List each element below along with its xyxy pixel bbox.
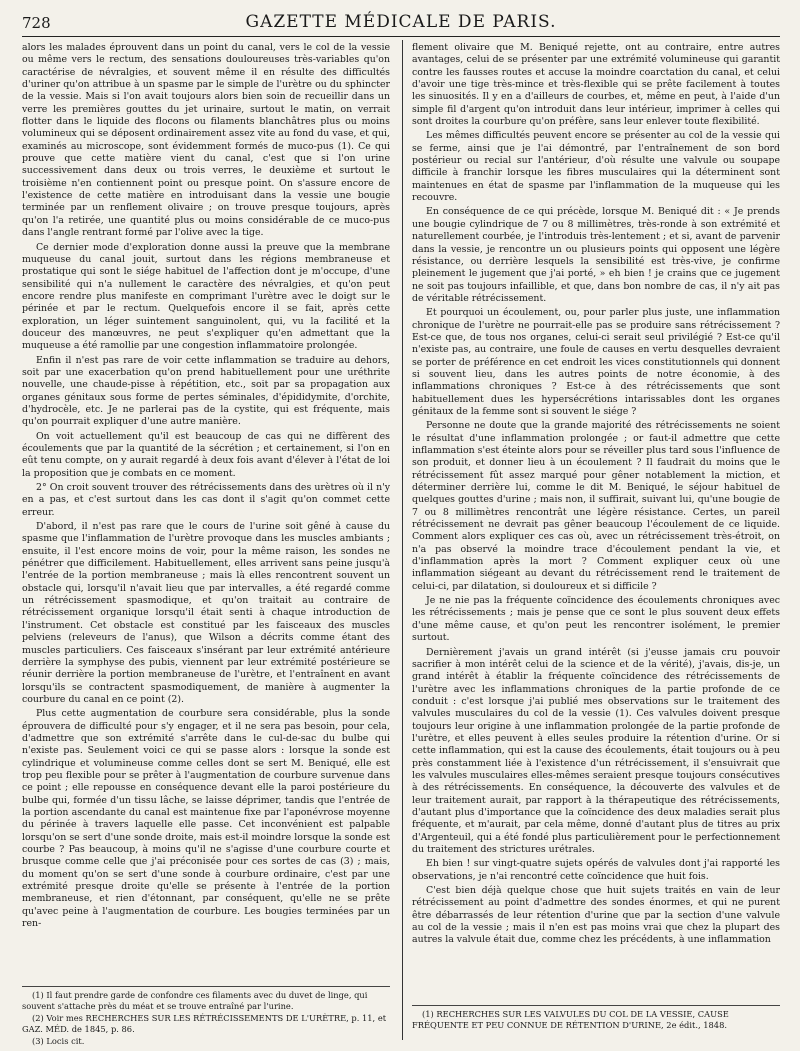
paragraph: flement olivaire que M. Beniqué rejette, ont au contraire, entre autres avantages, celui de se présenter par une extrémité volumineuse qui garantit contre les fausses routes et accuse la moindre coarctation du canal, et celui d'avoir une tige très-mince et très-flexible qui se prête facilement à toutes les sinuosités. Il y en a d'ailleurs de courbes, et, même en peut, à l'aide d'un simple fil d'argent qu'on introduit dans leur intérieur, imprimer à celles qui sont droites la courbure qu'on préfère, sans leur enlever toute flexibilité. bbox=[412, 42, 780, 128]
page-header bbox=[22, 12, 780, 34]
paragraph: alors les malades éprouvent dans un point du canal, vers le col de la vessie ou même vers le rectum, des sensations douloureuses très-variables qu'on caractérise de névralgies, et souvent même il en résulte des difficultés d'uriner qu'on attribue à un spasme par le simple de l'urètre ou du sphincter de la vessie. Mais si l'on avait toujours alors bien soin de recueillir dans un verre les premières gouttes du jet urinaire, surtout le matin, on verrait flotter dans le liquide des flocons ou filaments blanchâtres plus ou moins volumineux qui se déposent ordinairement assez vite au fond du vase, et qui, examinés au microscope, sont évidemment formés de muco-pus (1). Ce qui prouve que cette matière vient du canal, c'est que si l'on urine successivement dans deux ou trois verres, le deuxième et surtout le troisième n'en contiennent point ou presque point. On s'assure encore de l'existence de cette matière en introduisant dans la vessie une bougie terminée par un renflement olivaire ; on trouve presque toujours, après qu'on l'a retirée, une quantité plus ou moins considérable de ce muco-pus dans l'angle rentrant formé par l'olive avec la tige. bbox=[22, 42, 390, 239]
paragraph: En conséquence de ce qui précède, lorsque M. Beniqué dit : « Je prends une bougie cylindrique de 7 ou 8 millimètres, très-ronde à son extrémité et naturellement courbée, je l'introduis très-lentement ; et si, avant de parvenir dans la vessie, je rencontre un ou plusieurs points qui opposent une légère résistance, ou derrière lesquels la sensibilité est très-vive, je confirme pleinement le jugement que j'ai porté, » eh bien ! je crains que ce jugement ne soit pas toujours infaillible, et que, dans bon nombre de cas, il n'y ait pas de véritable rétrécissement. bbox=[412, 206, 780, 304]
paragraph: Plus cette augmentation de courbure sera considérable, plus la sonde éprouvera de difficulté pour s'y engager, et il ne sera pas besoin, pour cela, d'admettre que son extrémité s'arrête dans le cul-de-sac du bulbe qui n'existe pas. Seulement voici ce qui se passe alors : lorsque la sonde est cylindrique et volumineuse comme celles dont se sert M. Beniqué, elle est trop peu flexible pour se prêter à l'augmentation de courbure survenue dans ce point ; elle repousse en conséquence devant elle la paroi postérieure du bulbe qui, formée d'un tissu lâche, se laisse déprimer, tandis que l'entrée de la portion ascendante du canal est maintenue fixe par l'aponévrose moyenne du périnée à travers laquelle elle passe. Cet inconvénient est palpable lorsqu'on se sert d'une sonde droite, mais est-il moindre lorsque la sonde est courbe ? Pas beaucoup, à moins qu'il ne s'agisse d'une courbure courte et brusque comme celle que j'ai préconisée pour ces sortes de cas (3) ; mais, du moment qu'on se sert d'une sonde à courbure ordinaire, c'est par une extrémité presque droite qu'elle se présente à l'entrée de la portion membraneuse, et rien d'étonnant, par conséquent, qu'elle ne se prête qu'avec peine à l'augmentation de courbure. Les bougies terminées par un ren- bbox=[22, 708, 390, 930]
paragraph: Eh bien ! sur vingt-quatre sujets opérés de valvules dont j'ai rapporté les observations, je n'ai rencontré cette coïncidence que huit fois. bbox=[412, 858, 780, 882]
footnote: (3) Locis cit. bbox=[32, 1036, 85, 1046]
paragraph: Enfin il n'est pas rare de voir cette inflammation se traduire au dehors, soit par une exacerbation qu'on prend habituellement pour une uréthrite nouvelle, une chaude-pisse à répétition, etc., soit par sa propagation aux organes génitaux sous forme de pertes séminales, d'épididymite, d'orchite, d'hydrocèle, etc. Je ne parlerai pas de la cystite, qui est fréquente, mais qu'on pourrait expliquer d'une autre manière. bbox=[22, 354, 390, 428]
paragraph: 2° On croit souvent trouver des rétrécissements dans des urètres où il n'y en a pas, et c'est surtout dans les cas dont il s'agit qu'on commet cette erreur. bbox=[22, 482, 390, 518]
left-column bbox=[22, 42, 390, 932]
right-footnotes bbox=[412, 1005, 780, 1032]
right-column bbox=[412, 42, 780, 949]
left-footnotes bbox=[22, 986, 390, 1048]
page-number: 728 bbox=[22, 14, 51, 32]
paragraph: Et pourquoi un écoulement, ou, pour parler plus juste, une inflammation chronique de l'urètre ne pourrait-elle pas se produire sans rétrécissement ? Est-ce que, de tous nos organes, celui-ci serait seul privilégié ? Est-ce qu'il n'existe pas, au contraire, une foule de causes en vertu desquelles devraient se porter de préférence en cet endroit les vices constitutionnels qui donnent si souvent lieu, dans les autres points de notre économie, à des inflammations chroniques ? Est-ce à des rétrécissements que sont habituellement dues les hypersécrétions intarissables dont les organes génitaux de la femme sont si souvent le siége ? bbox=[412, 307, 780, 417]
journal-title: GAZETTE MÉDICALE DE PARIS. bbox=[245, 12, 557, 32]
paragraph: D'abord, il n'est pas rare que le cours de l'urine soit gêné à cause du spasme que l'inflammation de l'urètre provoque dans les muscles ambiants ; ensuite, il l'est encore moins de voir, pour la même raison, les sondes ne pénétrer que difficilement. Habituellement, elles arrivent sans peine jusqu'à l'entrée de la portion membraneuse ; mais là elles rencontrent souvent un obstacle qui, lorsqu'il n'avait lieu que par intervalles, a été regardé comme un rétrécissement spasmodique, et qu'on traitait au contraire de rétrécissement organique lorsqu'il était senti à chaque introduction de l'instrument. Cet obstacle est constitué par les faisceaux des muscles pelviens (releveurs de l'anus), que Wilson a décrits comme étant des muscles particuliers. Ces faisceaux s'insérant par leur extrémité antérieure derrière la symphyse des pubis, viennent par leur extrémité postérieure se réunir derrière la portion membraneuse de l'urètre, et l'entraînent en avant lorsqu'ils se contractent spasmodiquement, de manière à augmenter la courbure du canal en ce point (2). bbox=[22, 521, 390, 705]
paragraph: Je ne nie pas la fréquente coïncidence des écoulements chroniques avec les rétrécissements ; mais je pense que ce sont le plus souvent deux effets d'une même cause, et qu'on peut les rencontrer isolément, le premier surtout. bbox=[412, 595, 780, 644]
column-divider bbox=[402, 40, 403, 1040]
paragraph: On voit actuellement qu'il est beaucoup de cas qui ne diffèrent des écoulements que par la quantité de la sécrétion ; et certainement, si l'on en eût tenu compte, on y aurait regardé à deux fois avant d'élever à l'état de loi la proposition que je combats en ce moment. bbox=[22, 430, 390, 479]
paragraph: Dernièrement j'avais un grand intérêt (si j'eusse jamais cru pouvoir sacrifier à mon intérêt celui de la science et de la vérité), j'avais, dis-je, un grand intérêt à établir la fréquente coïncidence des rétrécissements de l'urètre avec les inflammations chroniques de la partie profonde de ce conduit : c'est lorsque j'ai publié mes observations sur le traitement des valvules musculaires du col de la vessie (1). Ces valvules doivent presque toujours leur origine à une inflammation prolongée de la partie profonde de l'urètre, et elles peuvent à elles seules produire la rétention d'urine. Or si cette inflammation, qui est la cause des écoulements, était toujours ou à peu près constamment liée à l'existence d'un rétrécissement, il s'ensuivrait que les valvules musculaires elles-mêmes seraient presque toujours consécutives à des rétrécissements. En conséquence, la découverte des valvules et de leur traitement aurait, par rapport à la thérapeutique des rétrécissements, d'autant plus d'importance que la coïncidence des deux maladies serait plus fréquente, et m'aurait, par cela même, donné d'autant plus de titres au prix d'Argenteuil, qui a été fondé plus particulièrement pour le perfectionnement du traitement des strictures urétrales. bbox=[412, 646, 780, 855]
footnote: (1) RECHERCHES SUR LES VALVULES DU COL DE LA VESSIE, CAUSE FRÉQUENTE ET PEU CONNUE DE RÉTENTION D'URINE, 2e édit., 1848. bbox=[412, 1009, 729, 1030]
footnote-rule bbox=[22, 986, 390, 987]
paragraph: Personne ne doute que la grande majorité des rétrécissements ne soient le résultat d'une inflammation prolongée ; or faut-il admettre que cette inflammation s'est éteinte alors pour se réveiller plus tard sous l'influence de son produit, et donner lieu à un écoulement ? Il faudrait du moins que le rétrécissement fût assez marqué pour gêner notablement la miction, et déterminer derrière lui, comme le dit M. Beniqué, le séjour habituel de quelques gouttes d'urine ; mais non, il suffirait, suivant lui, qu'une bougie de 7 ou 8 millimètres rencontrât une légère résistance. Certes, un pareil rétrécissement ne devrait pas gêner beaucoup l'écoulement de ce liquide. Comment alors expliquer ces cas où, avec un rétrécissement très-étroit, on n'a pas observé la moindre trace d'écoulement pendant la vie, et d'inflammation après la mort ? Comment expliquer ceux où une inflammation siégeant au devant du rétrécissement rend le traitement de celui-ci, par dilatation, si douloureux et si difficile ? bbox=[412, 420, 780, 592]
paragraph: Ce dernier mode d'exploration donne aussi la preuve que la membrane muqueuse du canal jouit, surtout dans les régions membraneuse et prostatique qui sont le siége habituel de l'affection dont je m'occupe, d'une sensibilité qui n'a nullement le caractère des névralgies, et qu'on peut encore rendre plus manifeste en comprimant l'urètre avec le doigt sur le périnée et par le rectum. Quelquefois encore il se fait, après cette exploration, un léger suintement sanguinolent, qui, vu la facilité et la douceur des manœuvres, ne peut s'expliquer qu'en admettant que la muqueuse a été ramollie par une congestion inflammatoire prolongée. bbox=[22, 241, 390, 352]
paragraph: C'est bien déjà quelque chose que huit sujets traités en vain de leur rétrécissement au point d'admettre des sondes énormes, et qui ne purent être débarrassés de leur rétention d'urine que par la section d'une valvule au col de la vessie ; mais il n'en est pas moins vrai que chez la plupart des autres la valvule était due, comme chez les précédents, à une inflammation bbox=[412, 885, 780, 946]
paragraph: Les mêmes difficultés peuvent encore se présenter au col de la vessie qui se ferme, ainsi que je l'ai démontré, par l'entraînement de son bord postérieur ou recial sur l'antérieur, d'où résulte une valvule ou soupape difficile à franchir lorsque les fibres musculaires qui la déterminent sont maintenues en état de spasme par l'inflammation de la muqueuse qui les recouvre. bbox=[412, 130, 780, 204]
header-rule bbox=[22, 36, 780, 37]
footnote: (2) Voir mes RECHERCHES SUR LES RÉTRÉCISSEMENTS DE L'URÈTRE, p. 11, et GAZ. MÉD. de 1845, p. 86. bbox=[22, 1013, 387, 1034]
footnote: (1) Il faut prendre garde de confondre ces filaments avec du duvet de linge, qui souvent s'attache près du méat et se trouve entraîné par l'urine. bbox=[22, 990, 368, 1011]
footnote-rule bbox=[412, 1005, 780, 1006]
